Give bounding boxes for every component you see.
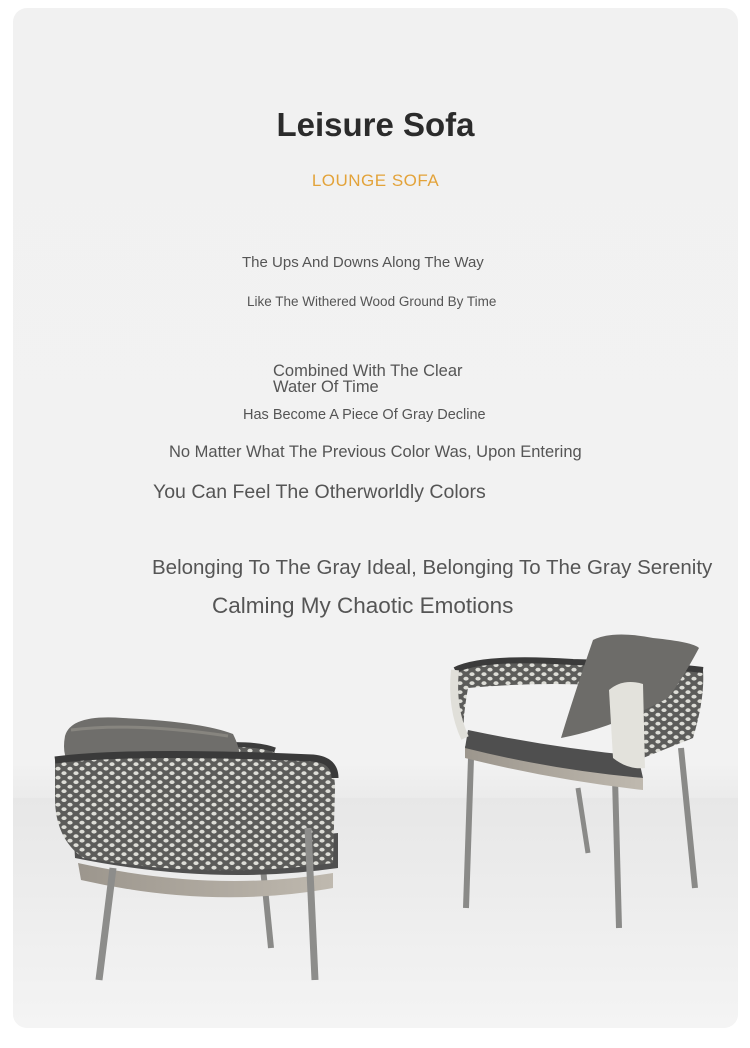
product-card [13, 8, 738, 1028]
poem-line-8: Calming My Chaotic Emotions [212, 593, 514, 618]
chairs-photo [13, 618, 738, 1028]
poem-line-5: No Matter What The Previous Color Was, Upon Entering [169, 443, 582, 461]
poem-line-3: Combined With The Clear Water Of Time [273, 362, 463, 396]
page-subtitle: LOUNGE SOFA [311, 171, 440, 190]
poem-line-1: The Ups And Downs Along The Way [242, 254, 484, 271]
page-title: Leisure Sofa [276, 106, 475, 143]
poem-line-2: Like The Withered Wood Ground By Time [247, 294, 497, 309]
poem-line-7: Belonging To The Gray Ideal, Belonging To The Gray Serenity [152, 556, 713, 579]
poem-line-6: You Can Feel The Otherworldly Colors [153, 481, 486, 503]
poem-line-4: Has Become A Piece Of Gray Decline [243, 407, 486, 423]
